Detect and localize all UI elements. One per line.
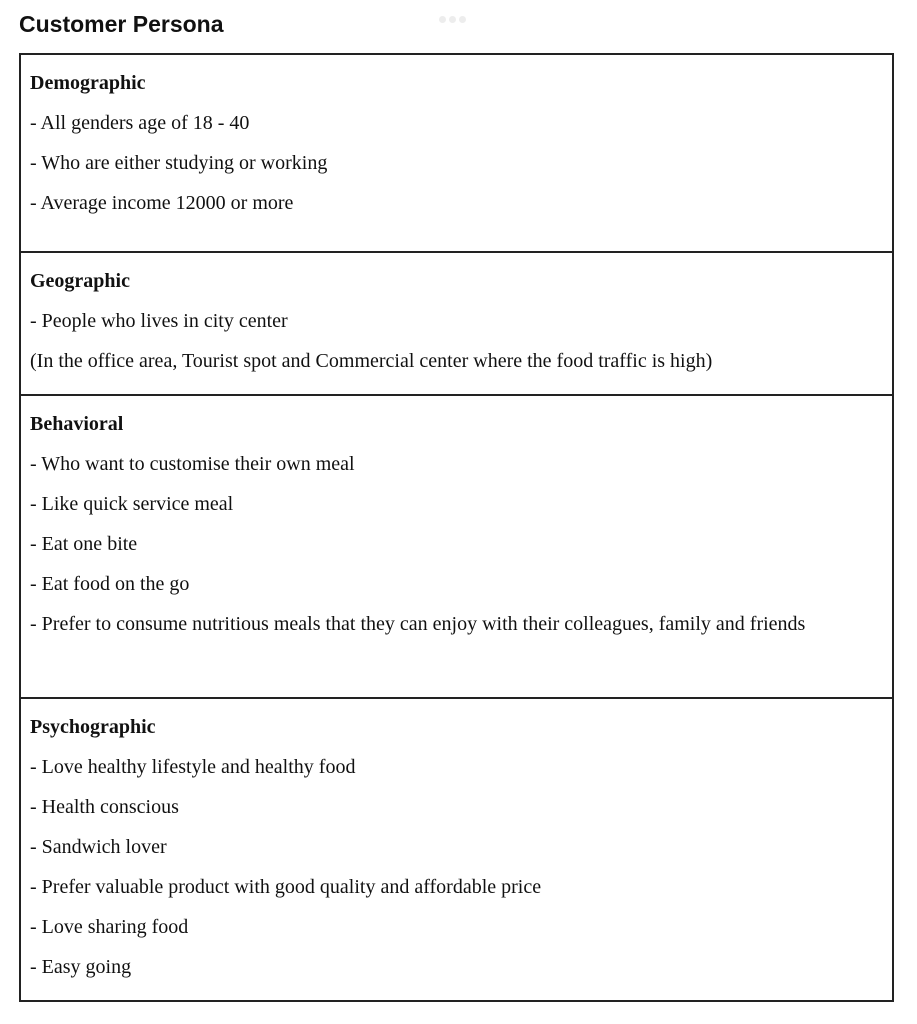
- persona-table: [19, 53, 894, 1002]
- list-item: - Eat one bite: [30, 533, 138, 555]
- list-item: - All genders age of 18 - 40: [30, 112, 250, 134]
- section-heading: Behavioral: [30, 413, 124, 435]
- list-item: - Love healthy lifestyle and healthy food: [30, 756, 356, 778]
- dot: [439, 16, 446, 23]
- section-heading: Psychographic: [30, 716, 156, 738]
- section-geographic: [21, 253, 892, 396]
- section-behavioral: [21, 396, 892, 699]
- list-item: (In the office area, Tourist spot and Commercial center where the food traffic is high): [30, 350, 713, 372]
- section-heading: Demographic: [30, 72, 146, 94]
- list-item: - Average income 12000 or more: [30, 192, 294, 214]
- dot: [459, 16, 466, 23]
- list-item: - Easy going: [30, 956, 132, 978]
- list-item: - Who want to customise their own meal: [30, 453, 355, 475]
- more-options-icon[interactable]: [439, 16, 466, 23]
- list-item: - Sandwich lover: [30, 836, 167, 858]
- dot: [449, 16, 456, 23]
- list-item: - Like quick service meal: [30, 493, 234, 515]
- section-heading: Geographic: [30, 270, 130, 292]
- page-title: Customer Persona: [19, 11, 224, 37]
- list-item: - Health conscious: [30, 796, 179, 818]
- list-item: - People who lives in city center: [30, 310, 288, 332]
- list-item: - Who are either studying or working: [30, 152, 328, 174]
- list-item: - Love sharing food: [30, 916, 189, 938]
- section-demographic: [21, 55, 892, 253]
- section-psychographic: [21, 699, 892, 1000]
- list-item: - Eat food on the go: [30, 573, 190, 595]
- list-item: - Prefer to consume nutritious meals that they can enjoy with their colleagues, family and friends: [30, 613, 806, 635]
- list-item: - Prefer valuable product with good quality and affordable price: [30, 876, 542, 898]
